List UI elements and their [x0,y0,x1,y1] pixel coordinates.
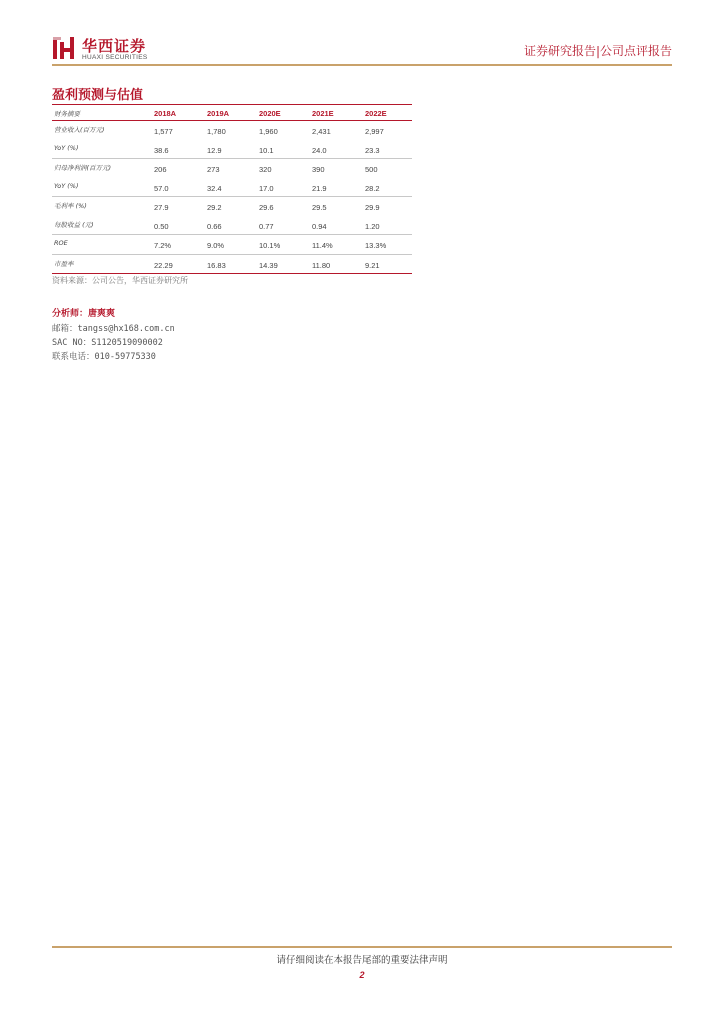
column-header: 2018A [154,109,177,118]
table-header-row [52,104,412,121]
column-header: 2019A [207,109,230,118]
table-cell: 29.2 [207,203,222,212]
table-cell: 11.4% [312,241,333,250]
table-cell: 11.80 [312,260,331,270]
table-cell: 32.4 [207,183,222,193]
row-label: YoY (%) [54,143,79,152]
table-cell: 0.77 [259,221,274,231]
table-cell: 7.2% [154,241,172,250]
footer-divider [52,946,672,948]
table-cell: 1,960 [259,127,278,136]
header-divider [52,64,672,66]
page-header [52,34,672,68]
brand-name-en: HUAXI SECURITIES [82,54,148,61]
footer-disclaimer: 请仔细阅读在本报告尾部的重要法律声明 [276,955,448,966]
table-cell: 22.29 [154,260,173,270]
table-cell: 14.39 [259,260,278,270]
table-cell: 2,997 [365,127,384,136]
analyst-sac-number: SAC NO：S1120519090002 [52,338,163,348]
table-cell: 24.0 [312,145,327,155]
financial-table [52,104,412,274]
table-cell: 13.3% [365,241,387,250]
section-title: 盈利预测与估值 [52,88,144,103]
report-type: 证券研究报告|公司点评报告 [523,44,672,58]
table-cell: 17.0 [259,183,274,193]
table-row [52,196,412,216]
huaxi-logo-icon [52,35,78,61]
table-cell: 57.0 [154,183,169,193]
page-number: 2 [359,970,365,980]
table-cell: 16.83 [207,260,226,270]
column-header: 2020E [259,109,281,118]
table-row [52,254,412,274]
table-cell: 1,780 [207,127,226,136]
table-cell: 1,577 [154,127,173,136]
table-cell: 12.9 [207,145,222,155]
table-row [52,158,412,178]
row-label: 营业收入(百万元) [54,126,105,134]
table-cell: 23.3 [365,145,380,155]
table-row [52,140,412,159]
brand-logo [52,34,172,64]
row-label: YoY (%) [54,181,79,190]
table-cell: 10.1% [259,241,281,250]
row-label: 市盈率 [54,259,74,268]
table-cell: 0.50 [154,221,169,231]
table-cell: 9.0% [207,241,225,250]
column-header: 2022E [365,109,387,118]
column-header: 2021E [312,109,334,118]
table-cell: 2,431 [312,127,331,136]
table-cell: 0.66 [207,221,222,231]
analyst-phone: 联系电话：010-59775330 [52,352,156,362]
table-cell: 0.94 [312,221,327,231]
table-row [52,216,412,235]
table-cell: 29.6 [259,203,274,212]
table-cell: 320 [259,165,272,174]
table-source-note: 资料来源：公司公告，华西证券研究所 [52,276,188,285]
table-header-label: 财务摘要 [54,110,80,118]
row-label: 毛利率 (%) [54,202,87,210]
table-cell: 10.1 [259,145,274,155]
analyst-heading: 分析师：唐爽爽 [52,309,116,319]
table-cell: 27.9 [154,203,169,212]
table-row [52,178,412,197]
table-cell: 29.5 [312,203,327,212]
table-cell: 9.21 [365,260,380,270]
table-cell: 390 [312,165,325,174]
table-bottom-rule [52,273,412,274]
brand-name-cn: 华西证券 [82,37,147,55]
table-cell: 29.9 [365,203,380,212]
table-cell: 1.20 [365,221,380,231]
table-cell: 28.2 [365,183,380,193]
table-cell: 21.9 [312,183,327,193]
table-cell: 273 [207,165,220,174]
row-label: ROE [54,239,68,247]
analyst-email[interactable]: 邮箱：tangss@hx168.com.cn [52,324,175,334]
table-row [52,121,412,140]
table-cell: 38.6 [154,145,169,155]
row-label: 每股收益 (元) [54,220,94,229]
table-cell: 206 [154,165,167,174]
table-cell: 500 [365,165,378,174]
row-label: 归母净利润(百万元) [54,164,112,172]
table-row [52,234,412,254]
